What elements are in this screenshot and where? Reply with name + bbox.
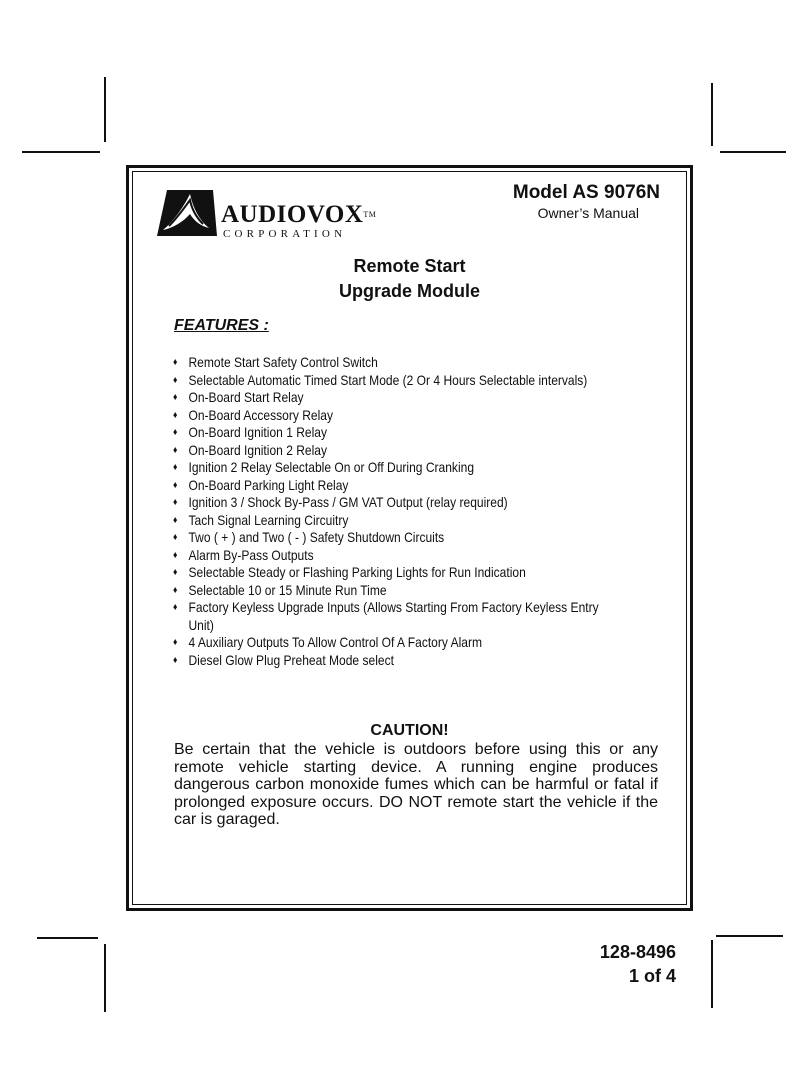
brand-name: AUDIOVOX™ [221,201,377,228]
crop-mark-top-right-vertical [711,83,713,146]
crop-mark-top-right-horizontal [720,151,786,153]
list-item: ♦ Selectable Automatic Timed Start Mode (2 Or 4 Hours Selectable intervals) [173,371,588,388]
diamond-bullet-icon: ♦ [173,654,178,666]
crop-mark-top-left-horizontal [22,151,100,153]
crop-mark-bottom-left-vertical [104,944,106,1012]
list-item: ♦ Ignition 3 / Shock By-Pass / GM VAT Output (relay required) [173,494,508,510]
list-item: ♦ Diesel Glow Plug Preheat Mode select [173,651,394,668]
caution-heading: CAUTION! [370,722,449,739]
diamond-bullet-icon: ♦ [173,584,178,596]
trademark: TM [363,210,377,219]
diamond-bullet-icon: ♦ [173,444,178,456]
list-item: ♦ Ignition 2 Relay Selectable On or Off During Cranking [173,459,475,475]
diamond-bullet-icon: ♦ [173,409,178,421]
diamond-bullet-icon: ♦ [173,374,178,386]
list-item: ♦ Alarm By-Pass Outputs [173,546,314,563]
title-line-2: Upgrade Module [338,281,480,301]
page-title [133,254,686,304]
diamond-bullet-icon: ♦ [173,637,178,648]
list-item: ♦ Factory Keyless Upgrade Inputs (Allows Starting From Factory Keyless Entry Unit) [173,599,599,633]
diamond-bullet-icon: ♦ [173,549,178,561]
page-frame-inner [132,171,687,905]
diamond-bullet-icon: ♦ [173,567,178,578]
brand-corporation: CORPORATION [223,228,347,240]
manual-subtitle: Owner’s Manual [537,205,639,221]
list-item: ♦ On-Board Ignition 1 Relay [173,424,328,440]
page-frame [126,165,693,911]
features-list [173,354,612,669]
diamond-bullet-icon: ♦ [173,392,178,403]
diamond-bullet-icon: ♦ [173,462,178,473]
model-number: Model AS 9076N [512,182,660,203]
list-item: ♦ On-Board Start Relay [173,389,304,405]
diamond-bullet-icon: ♦ [173,479,178,491]
crop-mark-bottom-right-horizontal [716,935,783,937]
diamond-bullet-icon: ♦ [173,427,178,438]
diamond-bullet-icon: ♦ [173,497,178,508]
features-heading: FEATURES : [174,317,269,334]
diamond-bullet-icon: ♦ [173,532,178,543]
caution-text: Be certain that the vehicle is outdoors before using this or any remote vehicle starting device. A running engine produces dangerous carbon monoxide fumes which can be harmful or fatal if prolonged exposure occurs. DO NOT remote start the vehicle if the car is garaged. [174,741,658,829]
diamond-bullet-icon: ♦ [173,357,178,368]
crop-mark-bottom-left-horizontal [37,937,98,939]
title-line-1: Remote Start [353,256,466,276]
audiovox-logo [157,186,377,242]
crop-mark-top-left-vertical [104,77,106,142]
diamond-bullet-icon: ♦ [173,602,178,613]
page-indicator: 1 of 4 [628,966,676,986]
list-item: ♦ Selectable 10 or 15 Minute Run Time [173,581,387,598]
crop-mark-bottom-right-vertical [711,940,713,1008]
list-item: ♦ Two ( + ) and Two ( - ) Safety Shutdown Circuits [173,529,445,545]
list-item: ♦ Selectable Steady or Flashing Parking Lights for Run Indication [173,564,526,580]
diamond-bullet-icon: ♦ [173,514,178,526]
list-item: ♦ Tach Signal Learning Circuitry [173,511,349,528]
list-item: ♦ On-Board Parking Light Relay [173,476,349,493]
document-number-block [600,940,676,988]
document-number: 128-8496 [599,942,676,962]
list-item: ♦ On-Board Ignition 2 Relay [173,441,328,458]
audiovox-emblem-icon [157,186,217,240]
list-item: ♦ On-Board Accessory Relay [173,406,334,423]
list-item: ♦ 4 Auxiliary Outputs To Allow Control Of A Factory Alarm [173,634,483,650]
list-item: ♦ Remote Start Safety Control Switch [173,354,378,370]
